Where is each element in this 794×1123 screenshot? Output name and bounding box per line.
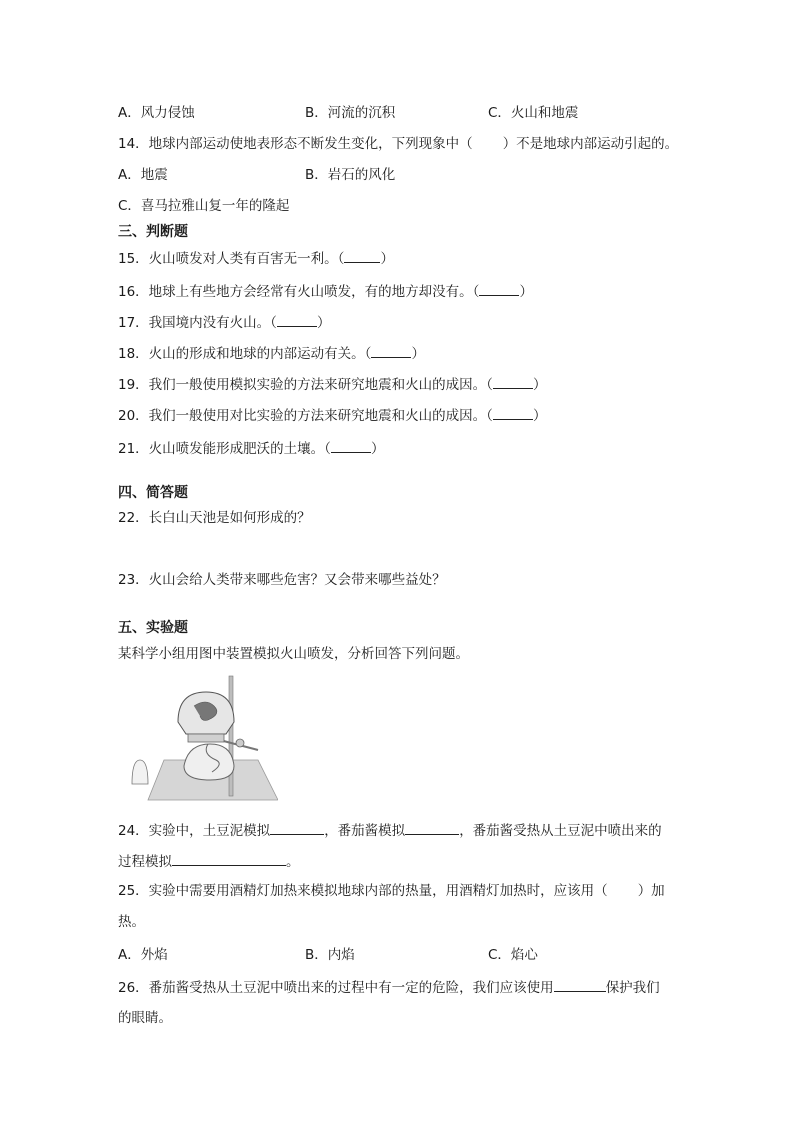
section3-title: 三、判断题 bbox=[118, 224, 188, 240]
model-base bbox=[188, 734, 224, 742]
q15 bbox=[118, 249, 394, 267]
alcohol-lamp bbox=[184, 744, 234, 780]
q15-close: ） bbox=[380, 251, 394, 267]
q24-blank-1[interactable] bbox=[270, 821, 324, 835]
q14-stem-pre: 14．地球内部运动使地表形态不断发生变化，下列现象中（ bbox=[118, 136, 473, 152]
q18-blank[interactable] bbox=[371, 344, 411, 358]
q24-text-end: 。 bbox=[286, 854, 300, 870]
q17-close: ） bbox=[316, 315, 331, 331]
q26-text-b: 保护我们 bbox=[605, 980, 660, 996]
q15-text: 15．火山喷发对人类有百害无一利。（ bbox=[118, 251, 345, 267]
q25-line2: 热。 bbox=[118, 914, 145, 930]
q24-line2 bbox=[118, 852, 300, 870]
q16-text: 16．地球上有些地方会经常有火山喷发，有的地方却没有。（ bbox=[118, 284, 480, 300]
lamp-cap bbox=[132, 760, 148, 784]
q17 bbox=[118, 313, 330, 331]
q14-stem-post: ）不是地球内部运动引起的。 bbox=[502, 136, 679, 152]
section5-title: 五、实验题 bbox=[118, 620, 188, 636]
q16-blank[interactable] bbox=[479, 282, 519, 296]
q13-option-c: C．火山和地震 bbox=[488, 105, 579, 121]
q19-text: 19．我们一般使用模拟实验的方法来研究地震和火山的成因。（ bbox=[118, 377, 493, 393]
q24-line1 bbox=[118, 821, 662, 839]
q26-line1 bbox=[118, 978, 660, 996]
q16 bbox=[118, 282, 533, 300]
q18-text: 18．火山的形成和地球的内部运动有关。（ bbox=[118, 346, 372, 362]
q26-text-a: 26．番茄酱受热从土豆泥中喷出来的过程中有一定的危险，我们应该使用 bbox=[118, 980, 554, 996]
q20-close: ） bbox=[532, 408, 547, 424]
q15-blank[interactable] bbox=[344, 249, 380, 263]
q25-option-a: A．外焰 bbox=[118, 947, 168, 963]
q21-blank[interactable] bbox=[331, 439, 371, 453]
volcano-apparatus-figure bbox=[128, 672, 278, 802]
q24-text-d: 过程模拟 bbox=[118, 854, 172, 870]
q22: 22．长白山天池是如何形成的？ bbox=[118, 510, 311, 526]
clamp-knob bbox=[236, 739, 244, 747]
q24-text-c: ，番茄酱受热从土豆泥中喷出来的 bbox=[459, 823, 662, 839]
q26-line2: 的眼睛。 bbox=[118, 1010, 172, 1026]
q19-blank[interactable] bbox=[493, 375, 533, 389]
q25-option-c: C．焰心 bbox=[488, 947, 538, 963]
q13-option-b: B．河流的沉积 bbox=[305, 105, 396, 121]
q18 bbox=[118, 344, 425, 362]
q21 bbox=[118, 439, 384, 457]
q25-text-a: 25．实验中需要用酒精灯加热来模拟地球内部的热量，用酒精灯加热时，应该用（ bbox=[118, 883, 608, 899]
section5-intro: 某科学小组用图中装置模拟火山喷发，分析回答下列问题。 bbox=[118, 646, 469, 662]
q23: 23．火山会给人类带来哪些危害？又会带来哪些益处？ bbox=[118, 572, 446, 588]
q19-close: ） bbox=[532, 377, 547, 393]
q14-option-c: C．喜马拉雅山复一年的隆起 bbox=[118, 198, 290, 214]
stand-rod bbox=[229, 676, 233, 796]
q21-close: ） bbox=[370, 441, 385, 457]
q17-blank[interactable] bbox=[277, 313, 317, 327]
q20 bbox=[118, 406, 546, 424]
q13-option-a: A．风力侵蚀 bbox=[118, 105, 195, 121]
q20-text: 20．我们一般使用对比实验的方法来研究地震和火山的成因。（ bbox=[118, 408, 493, 424]
q14-option-b: B．岩石的风化 bbox=[305, 167, 396, 183]
q25-option-b: B．内焰 bbox=[305, 947, 355, 963]
q14-option-a: A．地震 bbox=[118, 167, 168, 183]
q21-text: 21．火山喷发能形成肥沃的土壤。（ bbox=[118, 441, 331, 457]
q18-close: ） bbox=[411, 346, 425, 362]
section4-title: 四、简答题 bbox=[118, 485, 188, 501]
q16-close: ） bbox=[519, 284, 533, 300]
q20-blank[interactable] bbox=[493, 406, 533, 420]
q17-text: 17．我国境内没有火山。（ bbox=[118, 315, 277, 331]
q19 bbox=[118, 375, 546, 393]
q24-blank-2[interactable] bbox=[405, 821, 459, 835]
q24-text-a: 24．实验中，土豆泥模拟 bbox=[118, 823, 271, 839]
q25-line1 bbox=[118, 883, 665, 899]
q24-text-b: ，番茄酱模拟 bbox=[324, 823, 406, 839]
q14-stem bbox=[118, 136, 678, 152]
q26-blank[interactable] bbox=[554, 978, 606, 992]
q24-blank-3[interactable] bbox=[172, 852, 286, 866]
q25-text-b: ）加 bbox=[637, 883, 665, 899]
